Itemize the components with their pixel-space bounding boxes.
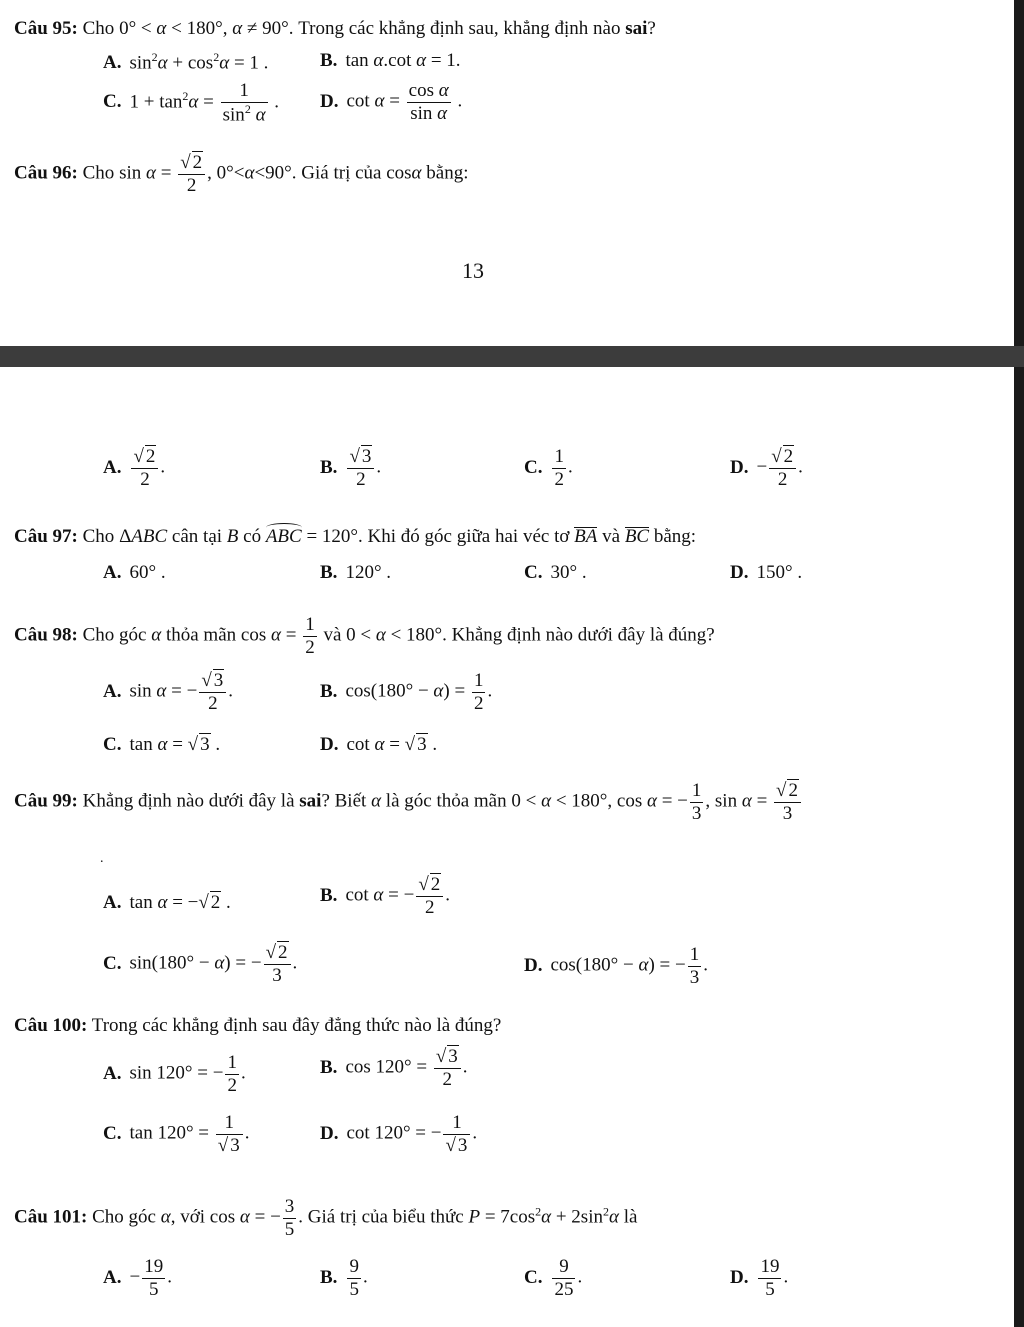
q96-option-a[interactable]: A. $\frac{√ 2}{2}$ . bbox=[103, 446, 166, 490]
question-96: Câu 96: Cho sin α = $\frac{√ 2}{2}$ , 0°<α<90°. Giá trị của cosα bằng: bbox=[14, 152, 469, 196]
page-number: 13 bbox=[462, 258, 484, 283]
q96-option-d[interactable]: D. − $\frac{√ 2}{2}$ . bbox=[730, 446, 803, 490]
q97-option-c[interactable]: C. 30° . bbox=[524, 562, 587, 583]
q101-option-d[interactable]: D. $\frac{19}{5}$ . bbox=[730, 1256, 789, 1300]
q97-option-b[interactable]: B. 120° . bbox=[320, 562, 392, 583]
q101-option-b[interactable]: B. $\frac{9}{5}$ . bbox=[320, 1256, 368, 1300]
q95-option-c[interactable]: C. $1 + \tan^2\alpha$ = $\frac{1}{\sin^2 \alpha}$ . bbox=[103, 80, 280, 126]
q100-option-a[interactable]: A. sin 120° = − $\frac{1}{2}$ . bbox=[103, 1052, 246, 1096]
question-99: Câu 99: Khẳng định nào dưới đây là sai? Biết α là góc thỏa mãn 0 < α < 180°, cos α = − $\frac{1}{3}$ , sin α = $\frac{√ 2}{3}$ bbox=[14, 780, 803, 825]
q99-option-d[interactable]: D. cos(180° − α) = − $\frac{1}{3}$ . bbox=[524, 944, 708, 988]
stray-dot: . bbox=[100, 851, 104, 866]
question-95: Câu 95: Cho 0° < α < 180°, α ≠ 90°. Trong các khẳng định sau, khẳng định nào sai? bbox=[14, 18, 656, 39]
q99-option-b[interactable]: B. cot α = − $\frac{√ 2}{2}$ . bbox=[320, 874, 451, 918]
right-page-edge bbox=[1014, 0, 1024, 1327]
q97-option-a[interactable]: A. 60° . bbox=[103, 562, 166, 583]
page-break bbox=[0, 346, 1024, 367]
q101-option-a[interactable]: A. − $\frac{19}{5}$ . bbox=[103, 1256, 172, 1300]
q101-option-c[interactable]: C. $\frac{9}{25}$ . bbox=[524, 1256, 583, 1300]
q100-option-d[interactable]: D. cot 120° = − $\frac{1}{√ 3}$ . bbox=[320, 1112, 478, 1156]
question-101: Câu 101: Cho góc α, với cos α = − $\frac{3}{5}$ . Giá trị của biểu thức $P = 7\cos^2\alpha + 2\sin^2\alpha$ là bbox=[14, 1196, 638, 1240]
question-98: Câu 98: Cho góc α thỏa mãn cos α = $\frac{1}{2}$ và 0 < α < 180°. Khẳng định nào dưới đây là đúng? bbox=[14, 614, 715, 658]
q99-option-a[interactable]: A. tan α = −√ 2 . bbox=[103, 892, 231, 913]
q98-option-c[interactable]: C. tan α = √ 3 . bbox=[103, 734, 221, 755]
q98-option-d[interactable]: D. cot α = √ 3 . bbox=[320, 734, 438, 755]
q95-option-b[interactable]: B. tan α.cot α = 1. bbox=[320, 50, 461, 71]
q97-option-d[interactable]: D. 150° . bbox=[730, 562, 803, 583]
q96-option-b[interactable]: B. $\frac{√ 3}{2}$ . bbox=[320, 446, 382, 490]
q95-option-d[interactable]: D. cot α = $\frac{\text{cos α}}{\text{sin α}}$ . bbox=[320, 80, 463, 124]
q96-option-c[interactable]: C. $\frac{1}{2}$ . bbox=[524, 446, 573, 490]
q98-option-b[interactable]: B. cos(180° − α) = $\frac{1}{2}$ . bbox=[320, 670, 493, 714]
q98-option-a[interactable]: A. sin α = − $\frac{√ 3}{2}$ . bbox=[103, 670, 234, 714]
q95-option-a[interactable]: A. $\sin^2\alpha + \cos^2\alpha = 1$ . bbox=[103, 50, 269, 74]
q100-option-b[interactable]: B. cos 120° = $\frac{√ 3}{2}$ . bbox=[320, 1046, 468, 1090]
q99-option-c[interactable]: C. sin(180° − α) = − $\frac{√ 2}{3}$ . bbox=[103, 942, 298, 986]
q100-option-c[interactable]: C. tan 120° = $\frac{1}{√ 3}$ . bbox=[103, 1112, 250, 1156]
question-97: Câu 97: Cho ΔABC cân tại B có ABC = 120°. Khi đó góc giữa hai véc tơ BA và BC bằng: bbox=[14, 526, 697, 547]
question-100: Câu 100: Trong các khẳng định sau đây đẳng thức nào là đúng? bbox=[14, 1015, 502, 1036]
